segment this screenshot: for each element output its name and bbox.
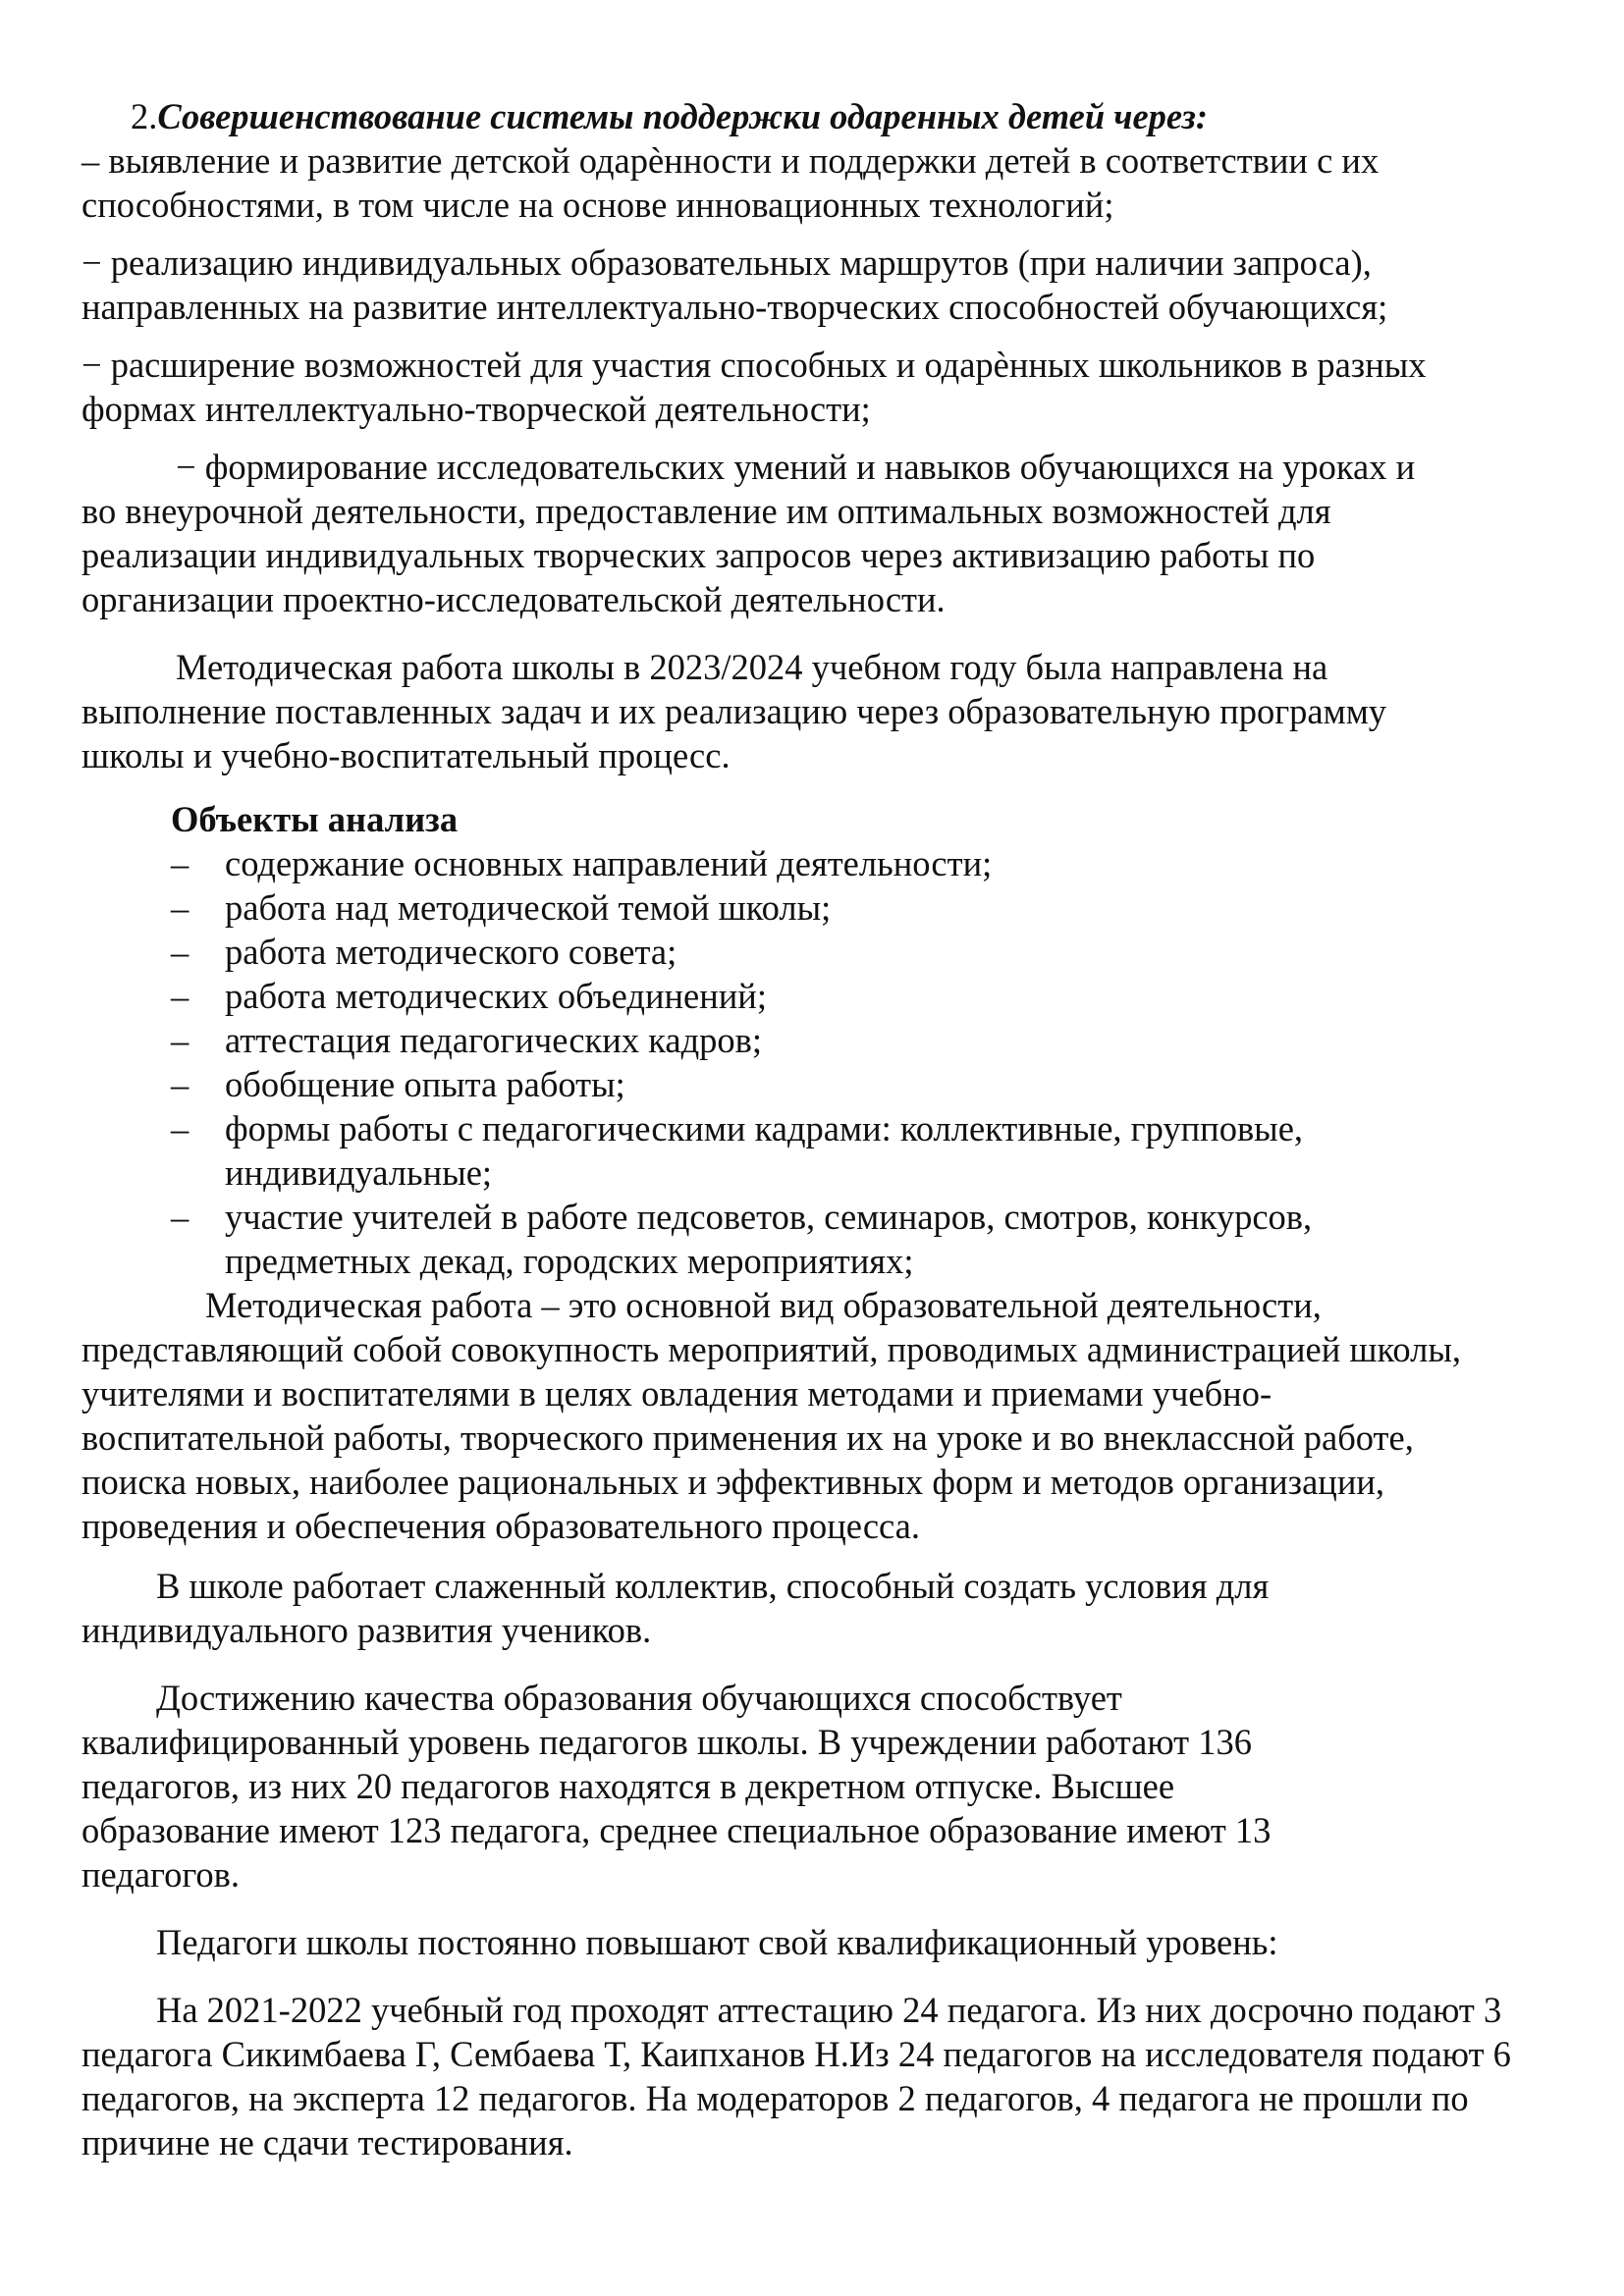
attestation-paragraph: На 2021-2022 учебный год проходят аттестацию 24 педагога. Из них досрочно подают 3 педагога Сикимбаева Г, Сембаева Т, Каипханов Н.Из 24 педагогов на исследователя подают 6 педагогов, на эксперта 12 педагогов. На модераторов 2 педагогов, 4 педагога не прошли по причине не сдачи тестирования. [81, 1990, 1511, 2163]
analysis-item: – содержание основных направлений деятельности; [171, 843, 993, 883]
section-number: 2. [131, 96, 158, 136]
quality-paragraph: Достижению качества образования обучающихся способствует квалифицированный уровень педагогов школы. В учреждении работают 136 педагогов, из них 20 педагогов находятся в декретном отпуске. Высшее образование имеют 123 педагога, среднее специальное образование имеют 13 педагогов. [81, 1678, 1272, 1895]
analysis-item: – обобщение опыта работы; [171, 1064, 625, 1104]
support-item-3: − расширение возможностей для участия способных и одарѐнных школьников в разных формах интеллектуально-творческой деятельности; [81, 345, 1427, 429]
qualification-paragraph: Педагоги школы постоянно повышают свой квалификационный уровень: [156, 1922, 1278, 1962]
definition-paragraph: Методическая работа – это основной вид образовательной деятельности, представляющий собой совокупность мероприятий, проводимых администрацией школы, учителями и воспитателями в целях овладения методами и приемами учебно-воспитательной работы, творческого применения их на уроке и во внеклассной работе, поиска новых, наиболее рациональных и эффективных форм и методов организации, проведения и обеспечения образовательного процесса. [81, 1285, 1461, 1546]
analysis-title: Объекты анализа [171, 799, 459, 839]
analysis-item: – работа над методической темой школы; [171, 887, 832, 928]
support-item-2: − реализацию индивидуальных образовательных маршрутов (при наличии запроса), направленных на развитие интеллектуально-творческих способностей обучающихся; [81, 242, 1388, 327]
team-paragraph: В школе работает слаженный коллектив, способный создать условия для индивидуального развития учеников. [81, 1566, 1270, 1650]
analysis-item: – работа методических объединений; [171, 976, 767, 1016]
analysis-item: – аттестация педагогических кадров; [171, 1020, 763, 1060]
document-body [81, 94, 1594, 2164]
support-item-1: – выявление и развитие детской одарѐнности и поддержки детей в соответствии с их способностями, в том числе на основе инновационных технологий; [81, 140, 1380, 225]
section-title: Совершенствование системы поддержки одаренных детей через: [157, 96, 1209, 136]
analysis-item: – работа методического совета; [171, 932, 677, 972]
analysis-list [171, 841, 1398, 1283]
support-item-4: − формирование исследовательских умений и навыков обучающихся на уроках и во внеурочной деятельности, предоставление им оптимальных возможностей для реализации индивидуальных творческих запросов через активизацию работы по организации проектно-исследовательской деятельности. [81, 447, 1416, 619]
methodical-work-paragraph: Методическая работа школы в 2023/2024 учебном году была направлена на выполнение поставленных задач и их реализацию через образовательную программу школы и учебно-воспитательный процесс. [81, 647, 1387, 775]
section-heading [81, 94, 1594, 138]
analysis-item: – формы работы с педагогическими кадрами: коллективные, групповые, индивидуальные; [171, 1108, 1304, 1193]
analysis-item: – участие учителей в работе педсоветов, семинаров, смотров, конкурсов, предметных декад, городских мероприятиях; [171, 1197, 1313, 1281]
